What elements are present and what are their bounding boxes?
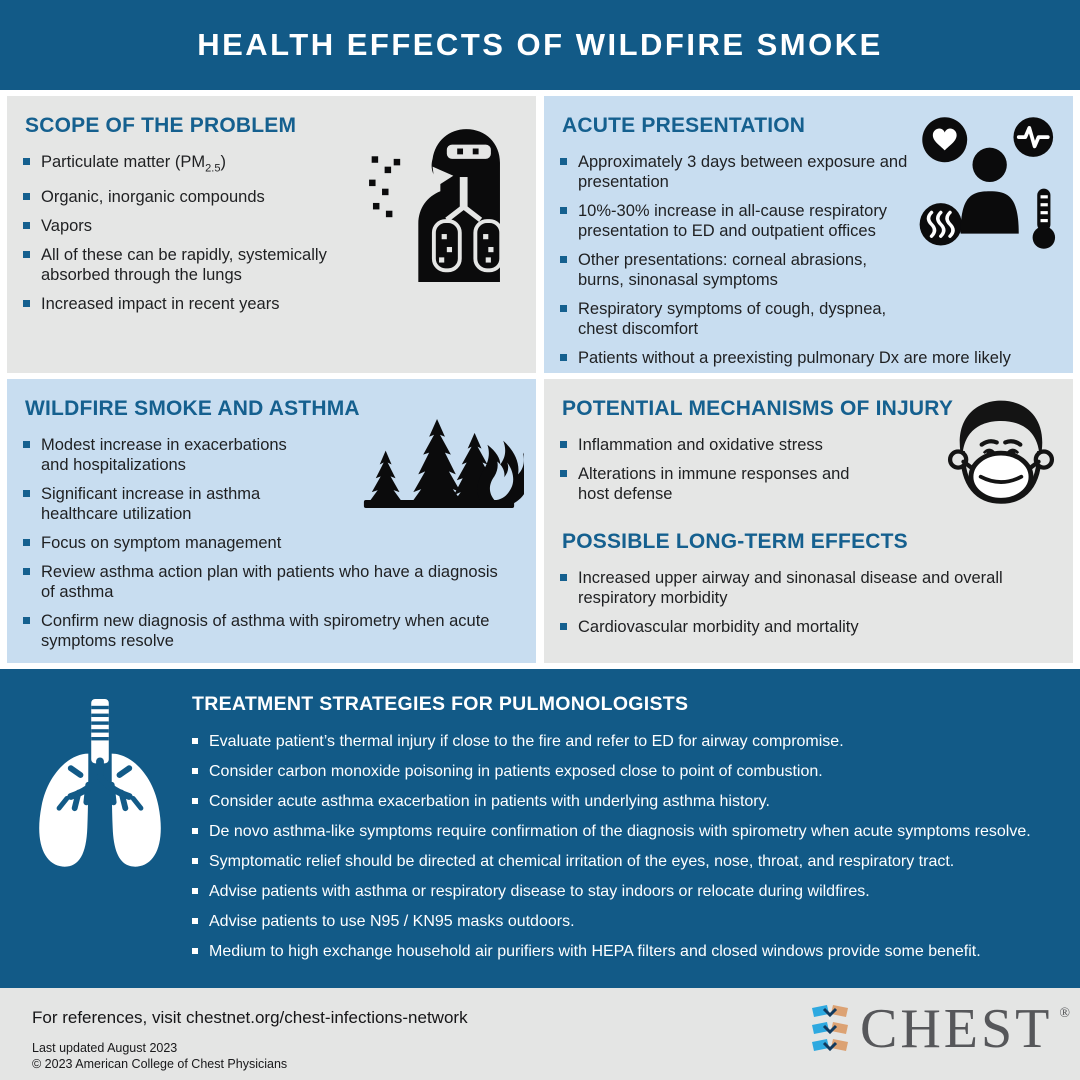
- bullet-square-icon: [23, 251, 30, 258]
- bullet-square-icon: [560, 256, 567, 263]
- footer: [0, 988, 1080, 1080]
- bullet-text: Increased impact in recent years: [41, 295, 280, 314]
- section-heading: WILDFIRE SMOKE AND ASTHMA: [25, 397, 360, 420]
- section-acute: [544, 96, 1073, 373]
- section-scope: [7, 96, 536, 373]
- bullet-square-icon: [192, 828, 198, 834]
- patient-vitals-icon: [913, 112, 1065, 260]
- lungs-icon: [22, 693, 178, 898]
- bullet-text: Other presentations: corneal abrasions, burns, sinonasal symptoms: [578, 251, 867, 289]
- bullet-text: Vapors: [41, 217, 93, 236]
- bullet-square-icon: [560, 623, 567, 630]
- bullet-text: Significant increase in asthma healthcare utilization: [41, 485, 261, 523]
- list-item: [560, 617, 1057, 637]
- chest-logo-mark-icon: [809, 1002, 853, 1058]
- bullet-text: Modest increase in exacerbations and hospitalizations: [41, 436, 287, 474]
- bullet-square-icon: [23, 158, 30, 165]
- bullet-square-icon: [23, 490, 30, 497]
- bullet-text: 10%-30% increase in all-cause respiratory presentation to ED and outpatient offices: [578, 202, 888, 240]
- section-treatment: [0, 669, 1080, 988]
- list-item: [192, 731, 1072, 752]
- bullet-square-icon: [560, 470, 567, 477]
- list-item: [560, 348, 1057, 368]
- bullet-square-icon: [192, 948, 198, 954]
- bullet-square-icon: [23, 539, 30, 546]
- last-updated-text: Last updated August 2023: [32, 1041, 178, 1055]
- list-item: [23, 533, 520, 553]
- bullet-square-icon: [23, 300, 30, 307]
- bullet-text: Symptomatic relief should be directed at chemical irritation of the eyes, nose, throat, and respiratory tract.: [209, 853, 955, 870]
- bullet-square-icon: [192, 768, 198, 774]
- bullet-text: De novo asthma-like symptoms require confirmation of the diagnosis with spirometry when acute symptoms resolve.: [209, 823, 1031, 840]
- bullet-text: Confirm new diagnosis of asthma with spirometry when acute symptoms resolve: [41, 612, 490, 650]
- list-item: [192, 761, 1072, 782]
- bullet-text: Advise patients to use N95 / KN95 masks outdoors.: [209, 913, 575, 930]
- bullet-square-icon: [560, 574, 567, 581]
- section-heading: TREATMENT STRATEGIES FOR PULMONOLOGISTS: [192, 693, 689, 715]
- list-item: [23, 611, 520, 651]
- bullet-text: Medium to high exchange household air purifiers with HEPA filters and closed windows provide some benefit.: [209, 943, 981, 960]
- bullet-text: Evaluate patient’s thermal injury if close to the fire and refer to ED for airway compromise.: [209, 733, 844, 750]
- bullet-text: Consider acute asthma exacerbation in patients with underlying asthma history.: [209, 793, 770, 810]
- bullet-text: Approximately 3 days between exposure and presentation: [578, 153, 908, 191]
- section-heading: POSSIBLE LONG-TERM EFFECTS: [562, 530, 908, 553]
- bullet-list: [560, 568, 1057, 637]
- copyright-text: © 2023 American College of Chest Physicians: [32, 1057, 288, 1071]
- list-item: [192, 911, 1072, 932]
- bullet-square-icon: [192, 798, 198, 804]
- bullet-list: [192, 731, 1072, 962]
- chest-logo-text: CHEST: [860, 998, 1053, 1060]
- bullet-square-icon: [560, 305, 567, 312]
- bullet-square-icon: [192, 918, 198, 924]
- burning-trees-icon: [356, 399, 524, 523]
- header-band: [0, 0, 1080, 90]
- section-mechanisms: [544, 379, 1073, 663]
- bullet-text: Advise patients with asthma or respiratory disease to stay indoors or relocate during wildfires.: [209, 883, 870, 900]
- bullet-square-icon: [192, 738, 198, 744]
- pm-subscript: 2.5: [205, 162, 221, 175]
- bullet-text: Cardiovascular morbidity and mortality: [578, 618, 859, 636]
- footer-meta: [32, 1040, 287, 1072]
- bullet-square-icon: [23, 617, 30, 624]
- bullet-text: Organic, inorganic compounds: [41, 188, 265, 207]
- bullet-text: All of these can be rapidly, systemically absorbed through the lungs: [41, 246, 327, 285]
- bullet-square-icon: [23, 441, 30, 448]
- page-title: HEALTH EFFECTS OF WILDFIRE SMOKE: [197, 27, 883, 62]
- list-item: [560, 299, 1057, 339]
- list-item: [192, 881, 1072, 902]
- bullet-text: Focus on symptom management: [41, 534, 282, 552]
- bullet-text: Respiratory symptoms of cough, dyspnea, chest discomfort: [578, 300, 887, 338]
- list-item: [192, 821, 1072, 842]
- list-item: [23, 294, 520, 314]
- list-item: [192, 941, 1072, 962]
- bullet-square-icon: [23, 568, 30, 575]
- bullet-square-icon: [192, 888, 198, 894]
- person-inhaling-smoke-icon: [366, 120, 516, 282]
- section-heading: POTENTIAL MECHANISMS OF INJURY: [562, 397, 954, 420]
- treatment-content: [192, 669, 1072, 962]
- bullet-square-icon: [560, 158, 567, 165]
- bullet-square-icon: [23, 222, 30, 229]
- bullet-text: Review asthma action plan with patients who have a diagnosis of asthma: [41, 563, 498, 601]
- bullet-text: Increased upper airway and sinonasal disease and overall respiratory morbidity: [578, 569, 1003, 607]
- bullet-text: Particulate matter $(PM_{2.5})$: [41, 153, 226, 175]
- list-item: [23, 562, 520, 602]
- references-text: For references, visit chestnet.org/chest-infections-network: [32, 1008, 468, 1027]
- bullet-square-icon: [560, 354, 567, 361]
- section-heading: SCOPE OF THE PROBLEM: [25, 114, 297, 137]
- bullet-text: Patients without a preexisting pulmonary Dx are more likely: [578, 349, 1011, 367]
- bullet-square-icon: [192, 858, 198, 864]
- section-heading: ACUTE PRESENTATION: [562, 114, 806, 137]
- chest-logo: [809, 998, 1070, 1060]
- bullet-text: Consider carbon monoxide poisoning in patients exposed close to point of combustion.: [209, 763, 823, 780]
- bullet-text: Alterations in immune responses and host defense: [578, 465, 850, 503]
- section-asthma: [7, 379, 536, 663]
- list-item: [192, 791, 1072, 812]
- list-item: [560, 568, 1057, 608]
- bullet-square-icon: [560, 441, 567, 448]
- registered-mark: ®: [1059, 1006, 1070, 1021]
- bullet-text: Inflammation and oxidative stress: [578, 436, 823, 454]
- bullet-square-icon: [560, 207, 567, 214]
- bullet-square-icon: [23, 193, 30, 200]
- list-item: [192, 851, 1072, 872]
- masked-face-icon: [941, 391, 1061, 511]
